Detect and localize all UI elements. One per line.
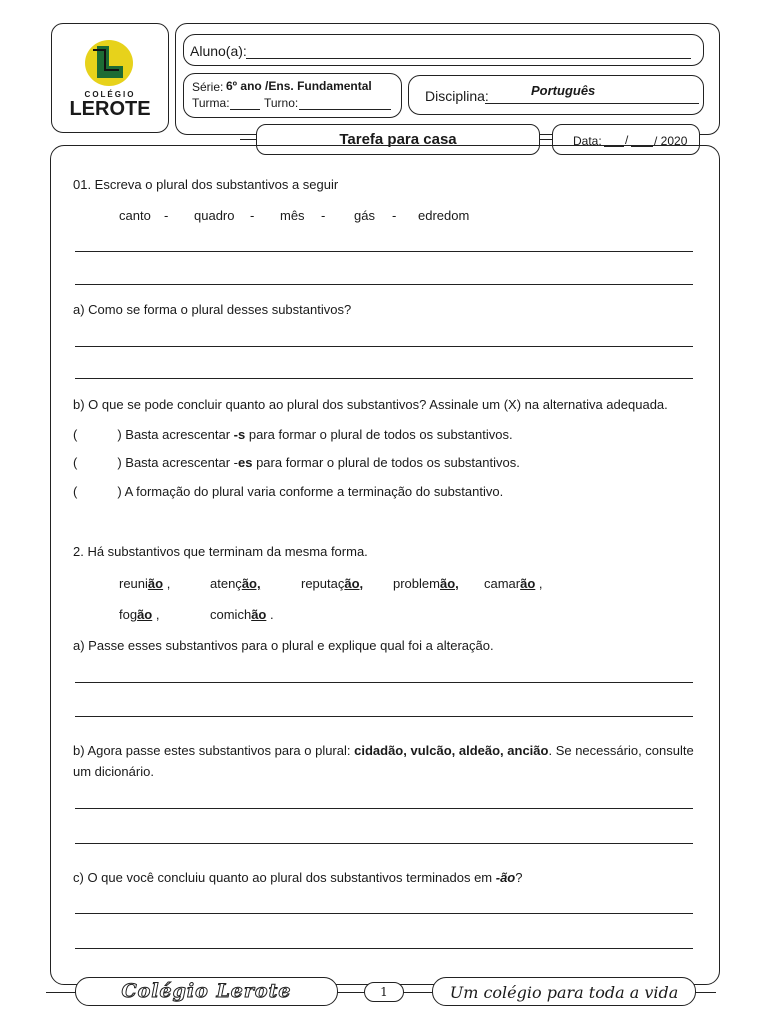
logo-name-text: LEROTE xyxy=(69,98,151,120)
answer-line[interactable] xyxy=(75,251,693,252)
turma-blank[interactable] xyxy=(230,109,260,110)
aluno-label: Aluno(a): xyxy=(190,43,247,59)
footer-left-pill xyxy=(75,977,338,1006)
option-1-pre: ) Basta acrescentar xyxy=(117,427,234,442)
q2b-prompt-line2: um dicionário. xyxy=(73,764,154,779)
date-year: / 2020 xyxy=(654,134,688,148)
disciplina-box xyxy=(408,75,704,115)
option-paren[interactable]: ( xyxy=(73,427,78,442)
footer-page-pill xyxy=(364,982,404,1002)
q1a-prompt: a) Como se forma o plural desses substantivos? xyxy=(73,302,352,317)
date-sep: / xyxy=(625,133,629,147)
content-frame xyxy=(50,145,720,985)
q1-word-canto: canto xyxy=(119,208,151,223)
q2c-prompt: c) O que você concluiu quanto ao plural dos substantivos terminados em -ão? xyxy=(73,870,523,885)
q1-sep: - xyxy=(392,208,397,223)
option-2-pre: ) Basta acrescentar - xyxy=(117,455,238,470)
q2-word-atencao: atenção, xyxy=(210,576,261,591)
answer-line[interactable] xyxy=(75,716,693,717)
disciplina-line xyxy=(485,103,699,104)
logo-top-text: COLÉGIO xyxy=(84,90,136,99)
q1-sep: - xyxy=(321,208,326,223)
answer-line[interactable] xyxy=(75,808,693,809)
q2-word-comichao: comichão . xyxy=(210,607,274,622)
q1-word-mes: mês xyxy=(280,208,305,223)
q1-sep: - xyxy=(250,208,255,223)
answer-line[interactable] xyxy=(75,682,693,683)
footer-school-name: Colégio Lerote xyxy=(121,980,292,1002)
option-paren[interactable]: ( xyxy=(73,484,78,499)
answer-line[interactable] xyxy=(75,378,693,379)
serie-label: Série: xyxy=(192,80,224,94)
q2-word-camarao: camarão , xyxy=(484,576,543,591)
option-1-post: para formar o plural de todos os substantivos. xyxy=(245,427,513,442)
footer-slogan: Um colégio para toda a vida xyxy=(449,983,679,1002)
q2-prompt: 2. Há substantivos que terminam da mesma forma. xyxy=(73,544,368,559)
option-3[interactable] xyxy=(73,484,693,499)
serie-value: 6º ano /Ens. Fundamental xyxy=(226,79,372,93)
turma-label: Turma: xyxy=(192,96,230,110)
answer-line[interactable] xyxy=(75,843,693,844)
q1-word-quadro: quadro xyxy=(194,208,235,223)
option-2-bold: es xyxy=(238,455,253,470)
option-paren[interactable]: ( xyxy=(73,455,78,470)
option-3-text: ) A formação do plural varia conforme a terminação do substantivo. xyxy=(117,484,504,499)
date-label: Data: xyxy=(573,134,602,148)
footer-right-pill xyxy=(432,977,696,1006)
q1-word-gas: gás xyxy=(354,208,375,223)
q2a-prompt: a) Passe esses substantivos para o plural e explique qual foi a alteração. xyxy=(73,638,494,653)
q2-word-reuniao: reunião , xyxy=(119,576,171,591)
page-number: 1 xyxy=(380,985,388,999)
title-connector-left xyxy=(240,139,256,140)
q1b-prompt: b) O que se pode concluir quanto ao plural dos substantivos? Assinale um (X) na alternativa adequada. xyxy=(73,397,668,412)
serie-box xyxy=(183,73,402,118)
lerote-logo-icon xyxy=(83,38,135,88)
option-2-post: para formar o plural de todos os substantivos. xyxy=(252,455,520,470)
q1-sep: - xyxy=(164,208,169,223)
option-2[interactable] xyxy=(73,455,693,470)
q2-word-fogao: fogão , xyxy=(119,607,160,622)
turno-blank[interactable] xyxy=(299,109,391,110)
answer-line[interactable] xyxy=(75,948,693,949)
aluno-field[interactable] xyxy=(183,34,704,66)
answer-line[interactable] xyxy=(75,913,693,914)
q1-prompt: 01. Escreva o plural dos substantivos a seguir xyxy=(73,177,339,192)
answer-line[interactable] xyxy=(75,346,693,347)
disciplina-label: Disciplina: xyxy=(425,88,489,104)
q1-word-edredom: edredom xyxy=(418,208,470,223)
turno-label: Turno: xyxy=(264,96,299,110)
option-1-bold: -s xyxy=(233,427,246,442)
q2b-prompt: b) Agora passe estes substantivos para o plural: cidadão, vulcão, aldeão, ancião. Se necessário, consulte xyxy=(73,743,694,758)
option-1[interactable] xyxy=(73,427,693,442)
q2-word-reputacao: reputação, xyxy=(301,576,364,591)
aluno-line xyxy=(246,58,691,59)
q2-word-problemao: problemão, xyxy=(393,576,459,591)
page-title: Tarefa para casa xyxy=(339,131,457,148)
disciplina-value: Português xyxy=(531,83,596,98)
logo-box xyxy=(51,23,169,133)
answer-line[interactable] xyxy=(75,284,693,285)
